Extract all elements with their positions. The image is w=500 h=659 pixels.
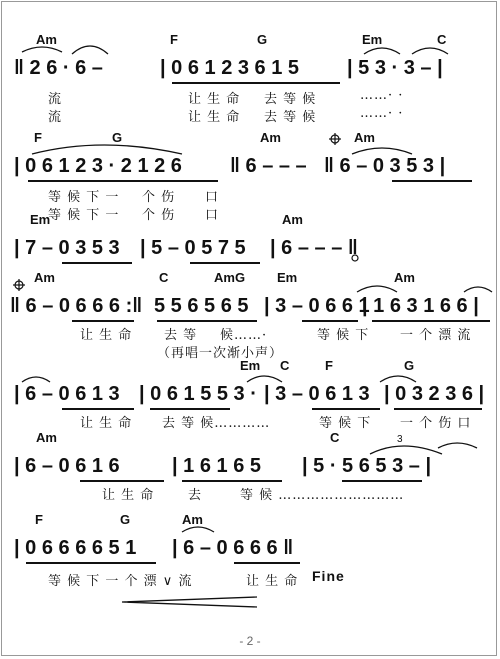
chord-symbol: Am (34, 270, 55, 285)
lyric-text: 去 (188, 488, 203, 503)
chord-symbol: Em (362, 32, 383, 47)
slur (438, 443, 477, 448)
chord-symbol: AmG (214, 270, 246, 285)
coda-icon (352, 255, 358, 261)
slur (464, 287, 492, 292)
lyric-text: 让 生 命 (246, 574, 299, 589)
lyric-text: 流 (48, 110, 63, 125)
chord-symbol: F (35, 512, 43, 527)
lyric-text: 一 个 漂 流 (400, 328, 472, 343)
chord-symbol: Am (354, 130, 375, 145)
chord-symbol: Em (30, 212, 51, 227)
measure: | 0 6 1 5 5 3 · (139, 383, 257, 405)
chord-symbol: F (170, 32, 178, 47)
slur (22, 377, 50, 382)
fine-marking: Fine (312, 568, 345, 584)
notation-overlay (2, 2, 498, 657)
measure: | 3 – 0 6 6 1 (264, 295, 370, 317)
lyric-text: 去 等 候 (264, 110, 317, 125)
lyric-text: 口 (205, 208, 220, 223)
measure: | 0 6 1 2 3 6 1 5 (160, 57, 300, 79)
lyric-text: 等 候 下 一 (48, 190, 120, 205)
measure: | 5 – 0 5 7 5 (140, 237, 246, 259)
slur (182, 527, 214, 532)
measure: | 1 6 3 1 6 6 | (362, 295, 479, 317)
chord-symbol: C (437, 32, 447, 47)
page-number: - 2 - (239, 634, 261, 648)
measure: | 6 – 0 6 1 3 (14, 383, 120, 405)
lyric-text: 去 等 候 (264, 92, 317, 107)
chord-symbol: F (34, 130, 42, 145)
chord-symbol: Am (36, 430, 57, 445)
chord-symbol: Em (240, 358, 261, 373)
measure: | 3 – 0 6 1 3 (264, 383, 370, 405)
measure: ‖ 2 6 · 6 – (14, 57, 103, 79)
lyric-text: 个 伤 (142, 208, 176, 223)
lyric-text: ……· · (360, 106, 404, 121)
decrescendo-hairpin (122, 597, 257, 607)
measure: | 0 6 1 2 3 · 2 1 2 6 (14, 155, 182, 177)
slur (22, 47, 62, 52)
lyric-text: 一 个 伤 口 (400, 416, 472, 431)
chord-symbol: Am (260, 130, 281, 145)
lyric-text: 去 等 候………… (162, 416, 271, 431)
lyric-text: 让 生 命 (188, 92, 241, 107)
lyric-text: 等 候 下 (317, 328, 370, 343)
chord-symbol: C (159, 270, 169, 285)
chord-symbol: C (280, 358, 290, 373)
measure: | 1 6 1 6 5 (172, 455, 261, 477)
lyric-text: 流 (48, 92, 63, 107)
sheet-music-page (1, 1, 497, 656)
chord-symbol: F (325, 358, 333, 373)
chord-symbol: Am (182, 512, 203, 527)
lyric-text: 等 候 ……………………… (240, 488, 405, 503)
measure: | 6 – – – ‖ (270, 237, 358, 259)
slur (370, 446, 442, 454)
lyric-text: 让 生 命 (80, 328, 133, 343)
lyric-text: ……· · (360, 88, 404, 103)
measure: 5 5 6 5 6 5 (154, 295, 249, 317)
measure: ‖ 6 – – – (230, 155, 307, 177)
lyric-text: 候……· (220, 328, 268, 343)
chord-symbol: Am (282, 212, 303, 227)
chord-symbol: G (112, 130, 123, 145)
triplet-mark: 3 (397, 434, 403, 445)
measure: ‖ 6 – 0 3 5 3 | (324, 155, 446, 177)
chord-symbol: G (257, 32, 268, 47)
measure: | 0 3 2 3 6 | (384, 383, 485, 405)
lyric-text: 个 伤 (142, 190, 176, 205)
slur (352, 148, 412, 154)
lyric-text: 让 生 命 (102, 488, 155, 503)
lyric-text: 等 候 下 一 (48, 208, 120, 223)
slur (412, 48, 448, 54)
measure: ‖ 6 – 0 6 6 6 :‖ (10, 295, 143, 317)
slur (380, 376, 416, 382)
chord-symbol: G (404, 358, 415, 373)
measure: | 0 6 6 6 6 5 1 (14, 537, 137, 559)
measure: | 5 3 · 3 – | (347, 57, 443, 79)
measure: | 5 · 5 6 5 3 – | (302, 455, 432, 477)
slur (357, 286, 397, 292)
lyric-text: 去 等 (164, 328, 198, 343)
slur (32, 145, 182, 154)
measure: | 7 – 0 3 5 3 (14, 237, 120, 259)
chord-symbol: C (330, 430, 340, 445)
chord-symbol: Am (36, 32, 57, 47)
lyric-text: 让 生 命 (80, 416, 133, 431)
chord-symbol: Am (394, 270, 415, 285)
chord-symbol: Em (277, 270, 298, 285)
measure: | 6 – 0 6 6 6 ‖ (172, 537, 294, 559)
performance-note: （再唱一次渐小声） (157, 346, 284, 361)
lyric-text: 等 候 下 (319, 416, 372, 431)
slur (72, 46, 108, 54)
measure: | 6 – 0 6 1 6 (14, 455, 120, 477)
lyric-text: 等 候 下 一 个 漂 ∨ 流 (48, 574, 193, 589)
slur (247, 376, 282, 382)
slur (364, 48, 400, 54)
chord-symbol: G (120, 512, 131, 527)
lyric-text: 让 生 命 (188, 110, 241, 125)
lyric-text: 口 (205, 190, 220, 205)
